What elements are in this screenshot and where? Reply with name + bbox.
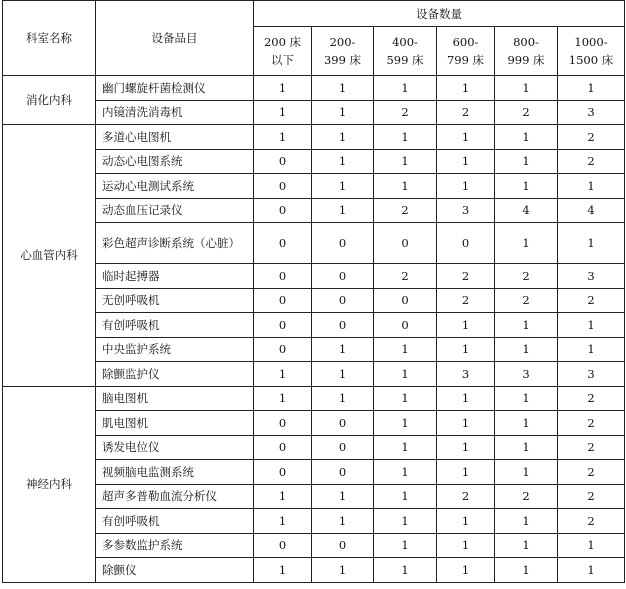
- equipment-count: 1: [495, 558, 558, 583]
- header-bed-range-line2: 以下: [271, 53, 294, 67]
- equipment-count: 2: [558, 484, 625, 509]
- equipment-count: 0: [254, 223, 312, 264]
- equipment-count: 1: [437, 174, 495, 199]
- header-bed-range-line2: 399 床: [323, 53, 362, 67]
- equipment-count: 1: [558, 533, 625, 558]
- equipment-name: 动态心电图系统: [96, 149, 254, 174]
- header-dept: 科室名称: [3, 1, 96, 76]
- equipment-count: 1: [558, 223, 625, 264]
- equipment-name: 运动心电测试系统: [96, 174, 254, 199]
- equipment-count: 2: [437, 100, 495, 125]
- equipment-count: 2: [495, 484, 558, 509]
- equipment-count: 1: [437, 558, 495, 583]
- table-row: [3, 76, 625, 101]
- equipment-count: 0: [312, 435, 374, 460]
- equipment-count: 1: [312, 149, 374, 174]
- equipment-name: 幽门螺旋杆菌检测仪: [96, 76, 254, 101]
- table-row: [3, 100, 625, 125]
- equipment-name: 动态血压记录仪: [96, 198, 254, 223]
- header-bed-range-line1: 200-: [329, 35, 356, 49]
- equipment-count: 0: [254, 460, 312, 485]
- equipment-count: 0: [312, 264, 374, 289]
- table-row: [3, 125, 625, 150]
- equipment-count: 2: [558, 460, 625, 485]
- equipment-count: 2: [558, 411, 625, 436]
- equipment-count: 1: [495, 533, 558, 558]
- table-row: [3, 533, 625, 558]
- equipment-count: 1: [374, 149, 437, 174]
- equipment-count: 0: [374, 313, 437, 338]
- equipment-count: 1: [437, 149, 495, 174]
- equipment-name: 诱发电位仪: [96, 435, 254, 460]
- table-body: [3, 76, 625, 583]
- equipment-count: 1: [312, 362, 374, 387]
- equipment-count: 2: [374, 198, 437, 223]
- equipment-count: 4: [495, 198, 558, 223]
- equipment-name: 肌电图机: [96, 411, 254, 436]
- equipment-count: 1: [495, 125, 558, 150]
- equipment-count: 2: [558, 149, 625, 174]
- header-bed-range: [495, 27, 558, 76]
- equipment-count: 2: [374, 100, 437, 125]
- table-row: [3, 149, 625, 174]
- equipment-name: 除颤仪: [96, 558, 254, 583]
- equipment-count: 1: [558, 76, 625, 101]
- equipment-count: 1: [558, 337, 625, 362]
- equipment-count: 1: [254, 100, 312, 125]
- dept-name: 心血管内科: [3, 125, 96, 387]
- equipment-name: 临时起搏器: [96, 264, 254, 289]
- equipment-count: 1: [374, 362, 437, 387]
- equipment-count: 2: [437, 264, 495, 289]
- equipment-count: 0: [254, 149, 312, 174]
- equipment-count: 1: [312, 100, 374, 125]
- table-row: [3, 337, 625, 362]
- equipment-count: 1: [312, 484, 374, 509]
- equipment-count: 2: [437, 484, 495, 509]
- equipment-count: 1: [495, 337, 558, 362]
- equipment-count: 0: [437, 223, 495, 264]
- equipment-count: 1: [254, 558, 312, 583]
- table-row: [3, 460, 625, 485]
- header-bed-range: [437, 27, 495, 76]
- equipment-count: 2: [558, 509, 625, 534]
- equipment-count: 1: [374, 484, 437, 509]
- header-bed-range-line2: 799 床: [446, 53, 485, 67]
- table-row: [3, 386, 625, 411]
- header-bed-range: [374, 27, 437, 76]
- table-row: [3, 411, 625, 436]
- equipment-count: 1: [437, 460, 495, 485]
- table-row: [3, 264, 625, 289]
- equipment-count: 2: [495, 288, 558, 313]
- equipment-count: 0: [254, 435, 312, 460]
- table-row: [3, 198, 625, 223]
- header-bed-range: [558, 27, 625, 76]
- table-row: [3, 288, 625, 313]
- equipment-name: 无创呼吸机: [96, 288, 254, 313]
- header-bed-range-line2: 599 床: [386, 53, 424, 67]
- equipment-count: 0: [312, 533, 374, 558]
- equipment-count: 0: [312, 411, 374, 436]
- equipment-count: 0: [254, 264, 312, 289]
- equipment-count: 1: [558, 558, 625, 583]
- equipment-count: 1: [312, 386, 374, 411]
- equipment-name: 有创呼吸机: [96, 509, 254, 534]
- equipment-name: 彩色超声诊断系统（心脏）: [96, 223, 254, 264]
- equipment-count: 1: [254, 76, 312, 101]
- equipment-count: 1: [312, 125, 374, 150]
- equipment-count: 1: [374, 174, 437, 199]
- equipment-count: 0: [254, 288, 312, 313]
- equipment-count: 1: [254, 362, 312, 387]
- equipment-count: 3: [437, 362, 495, 387]
- equipment-count: 1: [495, 149, 558, 174]
- equipment-count: 1: [312, 509, 374, 534]
- equipment-count: 1: [254, 484, 312, 509]
- equipment-count: 1: [495, 509, 558, 534]
- equipment-count: 3: [437, 198, 495, 223]
- equipment-count: 0: [254, 198, 312, 223]
- equipment-count: 3: [558, 264, 625, 289]
- equipment-count: 1: [374, 558, 437, 583]
- equipment-count: 1: [374, 386, 437, 411]
- equipment-name: 多参数监护系统: [96, 533, 254, 558]
- equipment-count: 1: [495, 313, 558, 338]
- equipment-count: 1: [437, 533, 495, 558]
- equipment-count: 1: [374, 125, 437, 150]
- equipment-count: 2: [558, 125, 625, 150]
- equipment-count: 1: [254, 125, 312, 150]
- equipment-count: 0: [312, 460, 374, 485]
- header-bed-range: [254, 27, 312, 76]
- equipment-count: 0: [374, 288, 437, 313]
- equipment-count: 2: [558, 435, 625, 460]
- equipment-count: 4: [558, 198, 625, 223]
- equipment-count: 1: [437, 509, 495, 534]
- equipment-count: 2: [495, 264, 558, 289]
- header-qty: 设备数量: [254, 1, 625, 27]
- equipment-count: 1: [437, 125, 495, 150]
- equipment-count: 1: [374, 460, 437, 485]
- equipment-count: 1: [495, 386, 558, 411]
- equipment-count: 1: [437, 76, 495, 101]
- equipment-count: 1: [495, 411, 558, 436]
- equipment-count: 0: [312, 313, 374, 338]
- table-row: [3, 313, 625, 338]
- equipment-count: 0: [374, 223, 437, 264]
- equipment-table: [2, 0, 625, 583]
- equipment-count: 0: [254, 174, 312, 199]
- table-row: [3, 362, 625, 387]
- equipment-count: 1: [495, 174, 558, 199]
- equipment-count: 0: [254, 411, 312, 436]
- equipment-count: 1: [254, 509, 312, 534]
- equipment-count: 1: [374, 76, 437, 101]
- equipment-count: 1: [312, 558, 374, 583]
- equipment-count: 1: [312, 337, 374, 362]
- header-bed-range-line1: 600-: [452, 35, 479, 49]
- equipment-count: 1: [495, 435, 558, 460]
- table-row: [3, 484, 625, 509]
- equipment-name: 除颤监护仪: [96, 362, 254, 387]
- equipment-count: 0: [254, 337, 312, 362]
- table-row: [3, 174, 625, 199]
- header-bed-range-line1: 400-: [392, 35, 418, 49]
- equipment-count: 0: [254, 533, 312, 558]
- header-item: 设备品目: [96, 1, 254, 76]
- equipment-count: 1: [374, 509, 437, 534]
- equipment-count: 1: [374, 337, 437, 362]
- table-row: [3, 558, 625, 583]
- equipment-count: 1: [437, 337, 495, 362]
- equipment-count: 1: [312, 198, 374, 223]
- equipment-count: 1: [558, 313, 625, 338]
- equipment-name: 脑电图机: [96, 386, 254, 411]
- equipment-count: 2: [558, 288, 625, 313]
- equipment-count: 1: [437, 435, 495, 460]
- equipment-count: 1: [374, 533, 437, 558]
- equipment-count: 2: [437, 288, 495, 313]
- equipment-name: 内镜清洗消毒机: [96, 100, 254, 125]
- equipment-count: 2: [374, 264, 437, 289]
- equipment-count: 1: [374, 411, 437, 436]
- equipment-count: 1: [495, 223, 558, 264]
- header-bed-range-line1: 1000-: [574, 35, 608, 49]
- dept-name: 消化内科: [3, 76, 96, 125]
- equipment-name: 超声多普勒血流分析仪: [96, 484, 254, 509]
- equipment-count: 0: [312, 288, 374, 313]
- table-header: [3, 1, 625, 76]
- equipment-count: 3: [495, 362, 558, 387]
- header-bed-range-line1: 800-: [513, 35, 539, 49]
- header-bed-range-line1: 200 床: [263, 35, 302, 49]
- equipment-count: 3: [558, 100, 625, 125]
- equipment-name: 多道心电图机: [96, 125, 254, 150]
- equipment-count: 1: [374, 435, 437, 460]
- equipment-count: 0: [254, 313, 312, 338]
- equipment-count: 1: [495, 460, 558, 485]
- equipment-count: 1: [312, 174, 374, 199]
- equipment-count: 0: [312, 223, 374, 264]
- table-row: [3, 509, 625, 534]
- dept-name: 神经内科: [3, 386, 96, 582]
- equipment-count: 1: [254, 386, 312, 411]
- header-bed-range: [312, 27, 374, 76]
- equipment-count: 2: [558, 386, 625, 411]
- equipment-name: 中央监护系统: [96, 337, 254, 362]
- equipment-count: 1: [558, 174, 625, 199]
- equipment-count: 1: [437, 386, 495, 411]
- equipment-count: 1: [437, 313, 495, 338]
- header-bed-range-line2: 1500 床: [568, 53, 614, 67]
- table-row: [3, 435, 625, 460]
- header-bed-range-line2: 999 床: [507, 53, 545, 67]
- table-row: [3, 223, 625, 264]
- equipment-name: 视频脑电监测系统: [96, 460, 254, 485]
- equipment-count: 1: [312, 76, 374, 101]
- equipment-count: 1: [495, 76, 558, 101]
- equipment-count: 3: [558, 362, 625, 387]
- equipment-name: 有创呼吸机: [96, 313, 254, 338]
- equipment-count: 1: [437, 411, 495, 436]
- equipment-count: 2: [495, 100, 558, 125]
